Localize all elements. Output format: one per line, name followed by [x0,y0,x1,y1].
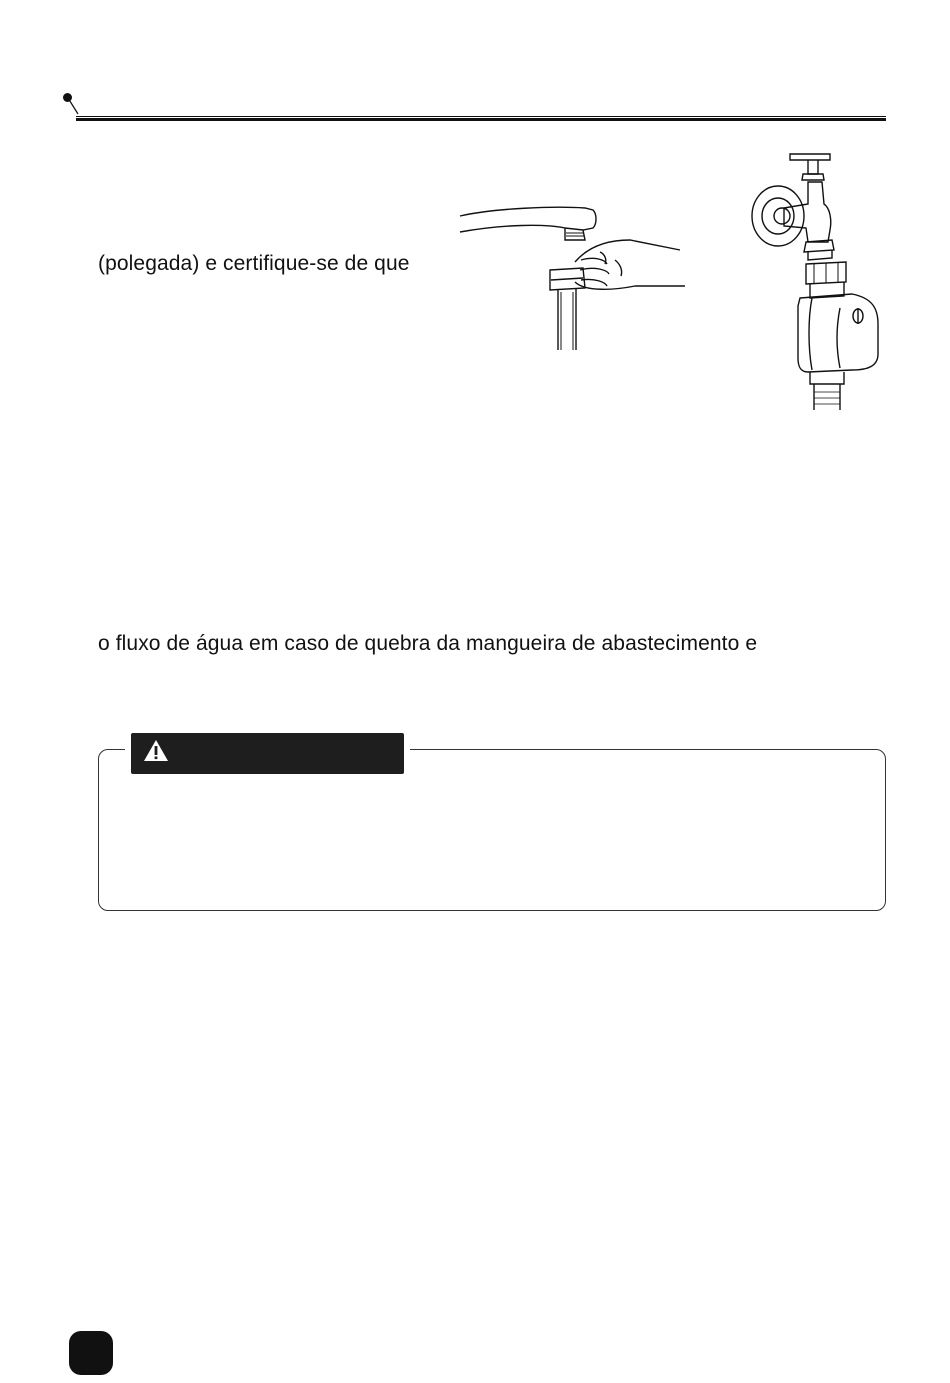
wall-tap-illustration [748,148,888,418]
instruction-line-2: o fluxo de água em caso de quebra da mangueira de abastecimento e [98,632,758,655]
instruction-line-1: (polegada) e certifique-se de que [98,252,410,275]
page-number-badge [69,1331,113,1375]
warning-header-tab [131,733,404,774]
warning-triangle-icon [142,738,170,764]
hose-faucet-illustration [455,200,705,360]
header-rule [76,116,886,121]
